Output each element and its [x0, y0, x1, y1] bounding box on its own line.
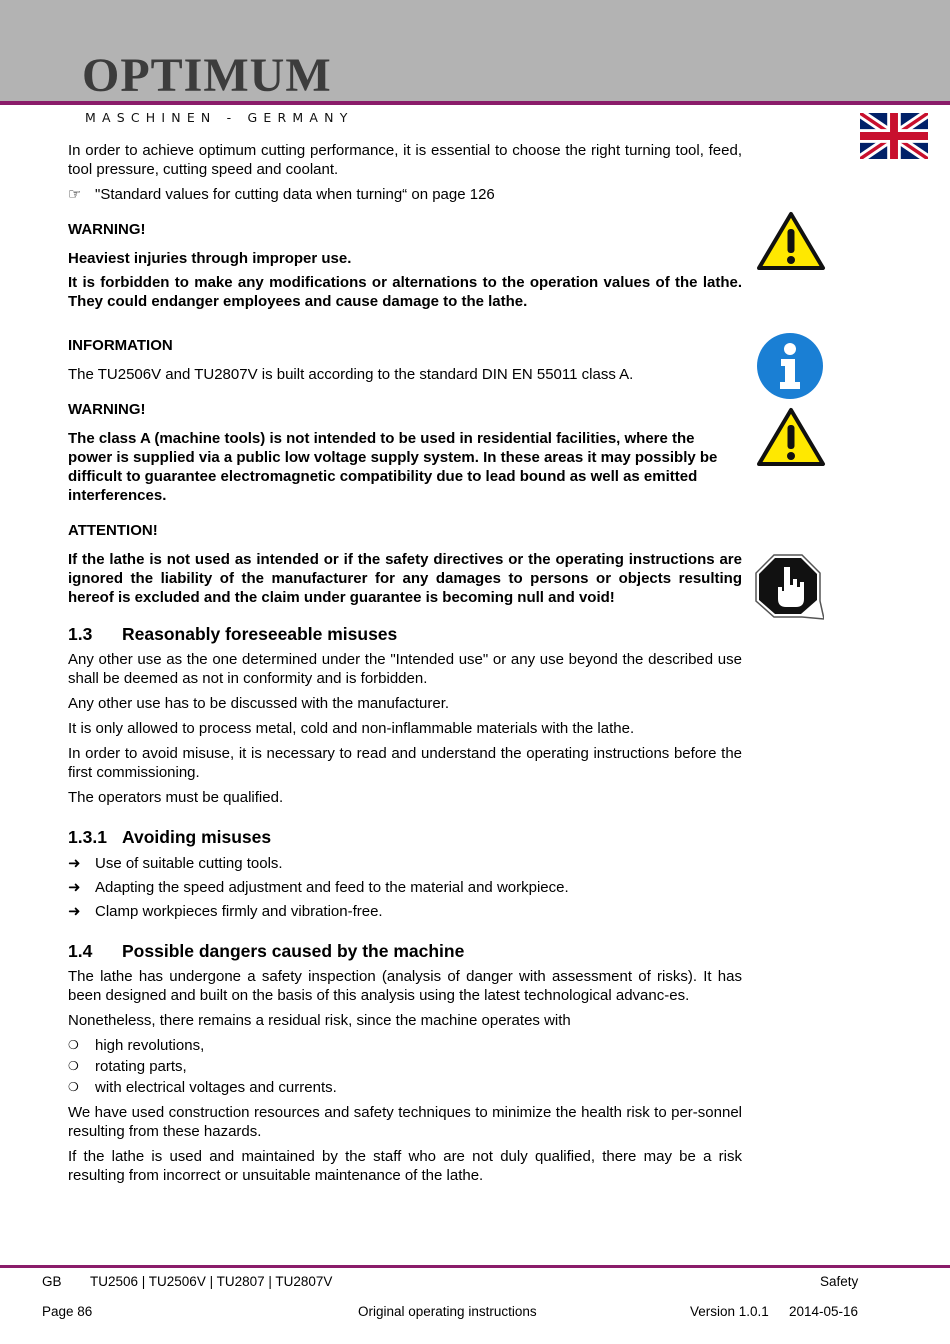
information-text: The TU2506V and TU2807V is built according to the standard DIN EN 55011 class A. — [68, 366, 634, 383]
cross-reference-link[interactable]: "Standard values for cutting data when turning“ on page 126 — [95, 186, 495, 203]
warning-triangle-icon — [756, 407, 826, 467]
paragraph: It is only allowed to process metal, cold and non-inflammable materials with the lathe. — [68, 720, 635, 737]
warning-text: The class A (machine tools) is not intended to be used in residential facilities, where the power is supplied via a public low voltage supply system. In these areas it may possibly be difficult to guarantee electromagnetic compatibility due to lead bound as well as emitted interferences. — [68, 430, 718, 504]
warning-subtitle: Heaviest injuries through improper use. — [68, 250, 352, 267]
circle-bullet-icon: ❍ — [68, 1059, 79, 1073]
warning-label: WARNING! — [68, 221, 146, 238]
warning-triangle-icon — [756, 211, 826, 271]
footer-version: Version 1.0.1 — [690, 1304, 769, 1319]
list-item: ❍ high revolutions, — [68, 1037, 205, 1054]
footer-rule — [0, 1265, 950, 1268]
intro-paragraph: In order to achieve optimum cutting performance, it is essential to choose the right turning tool, feed, tool pressure, cutting speed and coolant. — [68, 142, 742, 178]
footer-models: TU2506 | TU2506V | TU2807 | TU2807V — [90, 1274, 333, 1289]
warning-text: It is forbidden to make any modifications or alternations to the operation values of the lathe. They could endanger employees and cause damage to the lathe. — [68, 274, 742, 310]
warning-label: WARNING! — [68, 401, 146, 418]
arrow-right-icon: ➜ — [68, 879, 81, 896]
section-title: Avoiding misuses — [122, 827, 272, 847]
section-heading — [68, 623, 742, 645]
section-number: 1.3.1 — [68, 827, 107, 847]
footer-section: Safety — [820, 1274, 859, 1289]
pointing-hand-icon: ☞ — [68, 186, 82, 203]
footer-document-type: Original operating instructions — [358, 1304, 537, 1319]
uk-flag-icon — [860, 113, 928, 159]
page-content — [68, 141, 742, 1185]
paragraph: The lathe has undergone a safety inspection (analysis of danger with assessment of risks). It has been designed and built on the basis of this analysis using the latest technological advanc-es. — [68, 968, 742, 1004]
brand-logo: OPTIMUM — [82, 49, 332, 102]
arrow-right-icon: ➜ — [68, 855, 81, 872]
footer-date: 2014-05-16 — [789, 1304, 859, 1319]
attention-text: If the lathe is not used as intended or if the safety directives or the operating instructions are ignored the liability of the manufacturer for any damages to persons or objects resulting hereof is excluded and the claim under guarantee is becoming null and void! — [68, 551, 742, 606]
paragraph: Any other use as the one determined under the "Intended use" or any use beyond the described use shall be deemed as not in conformity and is forbidden. — [68, 651, 742, 687]
paragraph: The operators must be qualified. — [68, 789, 284, 806]
list-item: ❍ rotating parts, — [68, 1058, 187, 1075]
footer-language: GB — [42, 1274, 62, 1289]
section-title: Reasonably foreseeable misuses — [122, 624, 398, 644]
section-number: 1.4 — [68, 941, 93, 961]
list-item: ➜ Adapting the speed adjustment and feed to the material and workpiece. — [68, 879, 569, 896]
section-number: 1.3 — [68, 624, 93, 644]
attention-label: ATTENTION! — [68, 522, 158, 539]
list-item: ➜ Use of suitable cutting tools. — [68, 855, 283, 872]
subsection-heading — [68, 826, 742, 848]
section-title: Possible dangers caused by the machine — [122, 941, 465, 961]
cross-reference[interactable] — [68, 185, 742, 204]
list-item: ➜ Clamp workpieces firmly and vibration-free. — [68, 903, 383, 920]
circle-bullet-icon: ❍ — [68, 1038, 79, 1052]
footer-page-number: Page 86 — [42, 1304, 93, 1319]
arrow-right-icon: ➜ — [68, 903, 81, 920]
section-heading — [68, 940, 742, 962]
circle-bullet-icon: ❍ — [68, 1080, 79, 1094]
paragraph: Any other use has to be discussed with the manufacturer. — [68, 695, 450, 712]
paragraph: Nonetheless, there remains a residual risk, since the machine operates with — [68, 1012, 571, 1029]
information-label: INFORMATION — [68, 337, 173, 354]
paragraph: In order to avoid misuse, it is necessary to read and understand the operating instructions before the first commissioning. — [68, 745, 742, 781]
brand-tagline: MASCHINEN - GERMANY — [85, 110, 354, 125]
attention-hand-icon — [754, 553, 824, 621]
paragraph: If the lathe is used and maintained by the staff who are not duly qualified, there may be a risk resulting from incorrect or unsuitable maintenance of the lathe. — [68, 1148, 742, 1184]
paragraph: We have used construction resources and safety techniques to minimize the health risk to per-sonnel resulting from these hazards. — [68, 1104, 742, 1140]
information-icon — [756, 332, 824, 400]
list-item: ❍ with electrical voltages and currents. — [68, 1079, 337, 1096]
